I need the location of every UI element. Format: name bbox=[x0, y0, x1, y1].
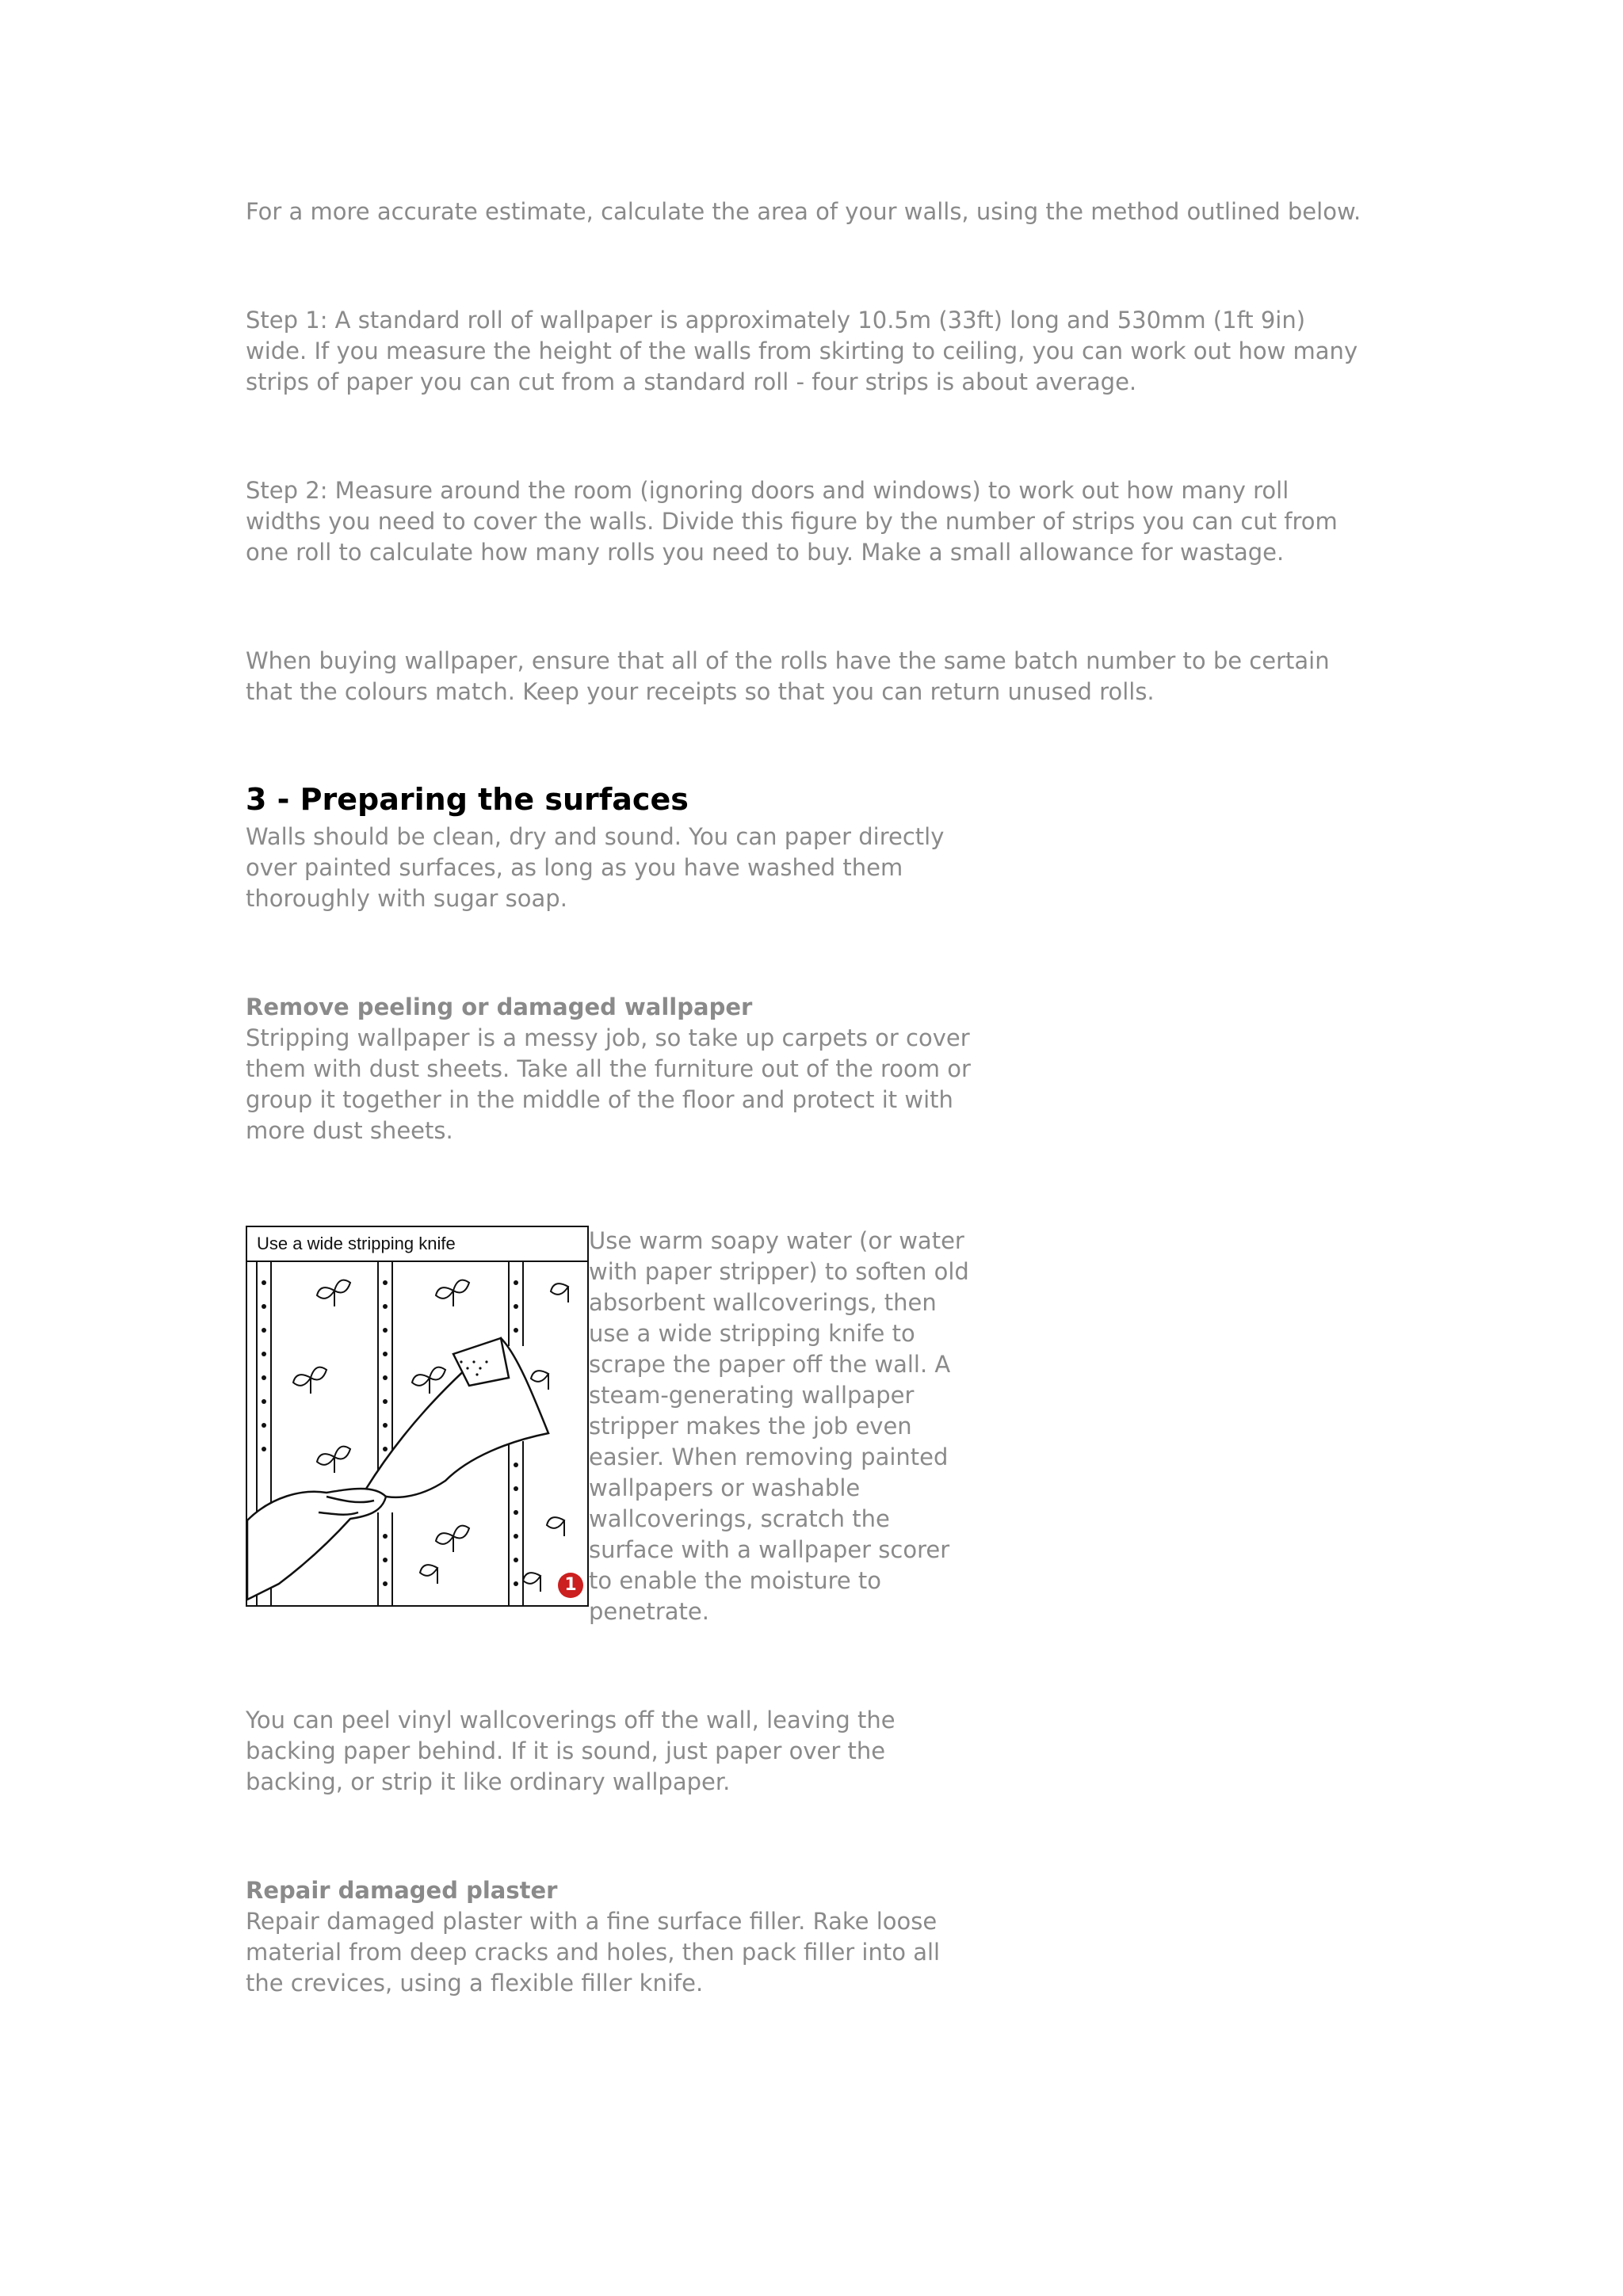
figure-number-badge: 1 bbox=[564, 1575, 577, 1595]
remove-wallpaper-heading: Remove peeling or damaged wallpaper bbox=[246, 994, 753, 1020]
figure-caption: Use a wide stripping knife bbox=[247, 1227, 587, 1262]
repair-plaster-paragraph: Repair damaged plaster with a fine surface filler. Rake loose material from deep cracks and holes, then pack filler into all the crevices, using a flexible filler knife. bbox=[246, 1908, 941, 1997]
section-heading: 3 - Preparing the surfaces bbox=[246, 782, 689, 817]
repair-plaster-heading: Repair damaged plaster bbox=[246, 1877, 558, 1904]
stripping-figure-block bbox=[246, 1226, 975, 1627]
step2-paragraph: Step 2: Measure around the room (ignoring doors and windows) to work out how many roll widths you need to cover the walls. Divide this figure by the number of strips you can cut from one roll to calculate how many rolls you need to buy. Make a small allowance for wastage. bbox=[246, 477, 1338, 566]
vinyl-paragraph: You can peel vinyl wallcoverings off the wall, leaving the backing paper behind. If it is sound, just paper over the backing, or strip it like ordinary wallpaper. bbox=[246, 1707, 896, 1795]
wallpaper-stripping-drawing bbox=[247, 1227, 589, 1607]
step1-paragraph: Step 1: A standard roll of wallpaper is approximately 10.5m (33ft) long and 530mm (1ft 9in) wide. If you measure the height of the walls from skirting to ceiling, you can work out how many strips of paper you can cut from a standard roll - four strips is about average. bbox=[246, 307, 1358, 395]
intro-paragraph: For a more accurate estimate, calculate the area of your walls, using the method outlined below. bbox=[246, 198, 1361, 225]
remove-wallpaper-paragraph: Stripping wallpaper is a messy job, so take up carpets or cover them with dust sheets. Take all the furniture out of the room or group it together in the middle of the floor and protect it with more dust sheets. bbox=[246, 1024, 971, 1144]
stripping-knife-illustration bbox=[246, 1226, 589, 1607]
stripping-instructions-paragraph: Use warm soapy water (or water with paper stripper) to soften old absorbent wallcoverings, then use a wide stripping knife to scrape the paper off the wall. A steam-generating wallpaper stripper makes the job even easier. When removing painted wallpapers or washable wallcoverings, scratch the surface with a wallpaper scorer to enable the moisture to penetrate. bbox=[589, 1227, 969, 1625]
document-page bbox=[246, 196, 1371, 1999]
walls-paragraph: Walls should be clean, dry and sound. You can paper directly over painted surfaces, as long as you have washed them thoroughly with sugar soap. bbox=[246, 823, 945, 912]
buying-paragraph: When buying wallpaper, ensure that all of the rolls have the same batch number to be certain that the colours match. Keep your receipts so that you can return unused rolls. bbox=[246, 647, 1330, 705]
